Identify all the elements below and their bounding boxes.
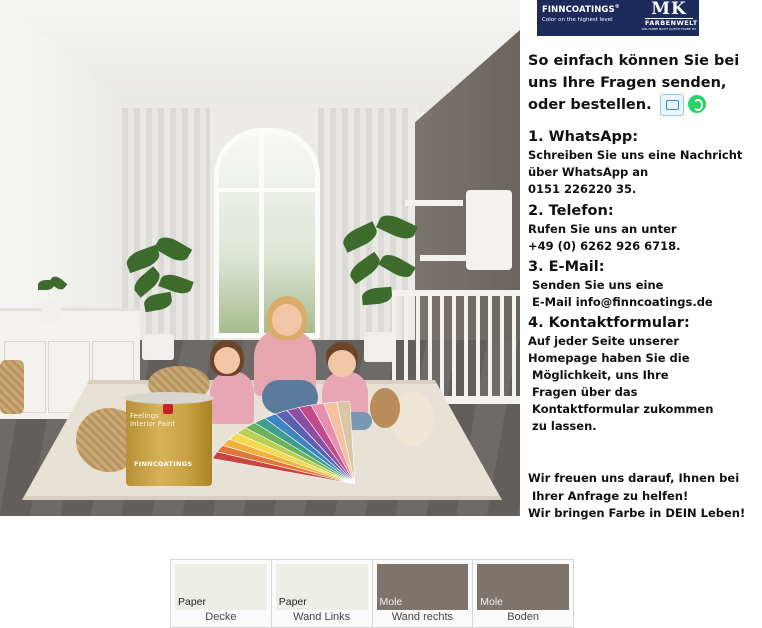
section-body: Rufen Sie uns an unter +49 (0) 6262 926 6718. <box>528 222 681 253</box>
section-heading: 4. Kontaktformular: <box>528 315 690 331</box>
logo-small-print: WIR FARBE NICHT GLEICH FARBE IST <box>641 27 697 31</box>
logo-brand-text: FINNCOATINGS <box>542 4 615 15</box>
section-body: Senden Sie uns eine E-Mail info@finncoatings.de <box>532 278 713 309</box>
paint-can-lid <box>124 392 214 404</box>
whatsapp-icon <box>688 95 706 113</box>
color-swatch <box>276 564 368 610</box>
swatch-color-name: Paper <box>278 596 307 608</box>
window-transom <box>214 188 320 192</box>
swatch-color-name: Mole <box>379 596 403 608</box>
swatch-cell-wand-links <box>272 560 373 627</box>
swatch-caption: Wand Links <box>293 611 351 623</box>
brand-logo-banner <box>537 0 699 36</box>
section-kontaktformular <box>528 314 713 435</box>
intro-line-3: oder bestellen. <box>528 97 652 113</box>
swatch-caption: Decke <box>205 611 237 623</box>
contact-form-icon <box>660 94 684 116</box>
swatch-cell-decke <box>171 560 272 627</box>
closing-text: Wir freuen uns darauf, Ihnen bei Ihrer Anfrage zu helfen! Wir bringen Farbe in DEIN Leben! <box>528 471 746 520</box>
swatch-cell-wand-rechts <box>373 560 474 627</box>
mk-farbenwelt-logo <box>641 1 697 31</box>
swatch-caption: Wand rechts <box>391 611 454 623</box>
can-brand: FINNCOATINGS <box>134 460 193 468</box>
color-swatch <box>377 564 469 610</box>
swatch-cell-boden <box>473 560 573 627</box>
color-swatch-table <box>170 559 574 628</box>
small-plant <box>34 276 68 322</box>
logo-tagline: Color on the highest level <box>542 16 613 23</box>
intro-text <box>528 50 760 116</box>
swatch-color-name: Mole <box>480 596 504 608</box>
intro-line-1: So einfach können Sie bei <box>528 53 740 69</box>
paint-can-label <box>130 412 208 468</box>
section-heading: 2. Telefon: <box>528 203 614 219</box>
section-heading: 3. E-Mail: <box>528 259 605 275</box>
wall-art <box>466 190 512 270</box>
color-swatch <box>477 564 569 610</box>
basket <box>0 360 24 414</box>
wall-shelf <box>405 200 463 206</box>
swatch-caption: Boden <box>507 611 540 623</box>
section-body: Auf jeder Seite unserer Homepage haben Sie die Möglichkeit, uns Ihre Fragen über das Kontaktformular zukommen zu lassen. <box>528 334 714 433</box>
can-line-1: Feelings <box>130 412 159 420</box>
logo-farbenwelt: FARBENWELT <box>645 19 698 27</box>
logo-registered: ® <box>614 4 620 10</box>
section-email <box>528 258 713 311</box>
color-fan-deck <box>205 400 425 486</box>
finncoatings-logo <box>542 4 638 23</box>
section-whatsapp <box>528 128 742 198</box>
section-heading: 1. WhatsApp: <box>528 129 639 145</box>
logo-mk: MK <box>651 0 687 19</box>
section-telefon <box>528 202 681 255</box>
can-line-2: Interior Paint <box>130 420 176 428</box>
intro-line-2: uns Ihre Fragen senden, <box>528 75 727 91</box>
color-swatch <box>175 564 267 610</box>
contact-info <box>528 50 760 520</box>
section-body: Schreiben Sie uns eine Nachricht über WhatsApp an 0151 226220 35. <box>528 148 743 196</box>
window-mullion <box>259 128 264 333</box>
plant-left <box>118 230 198 360</box>
swatch-color-name: Paper <box>178 596 207 608</box>
